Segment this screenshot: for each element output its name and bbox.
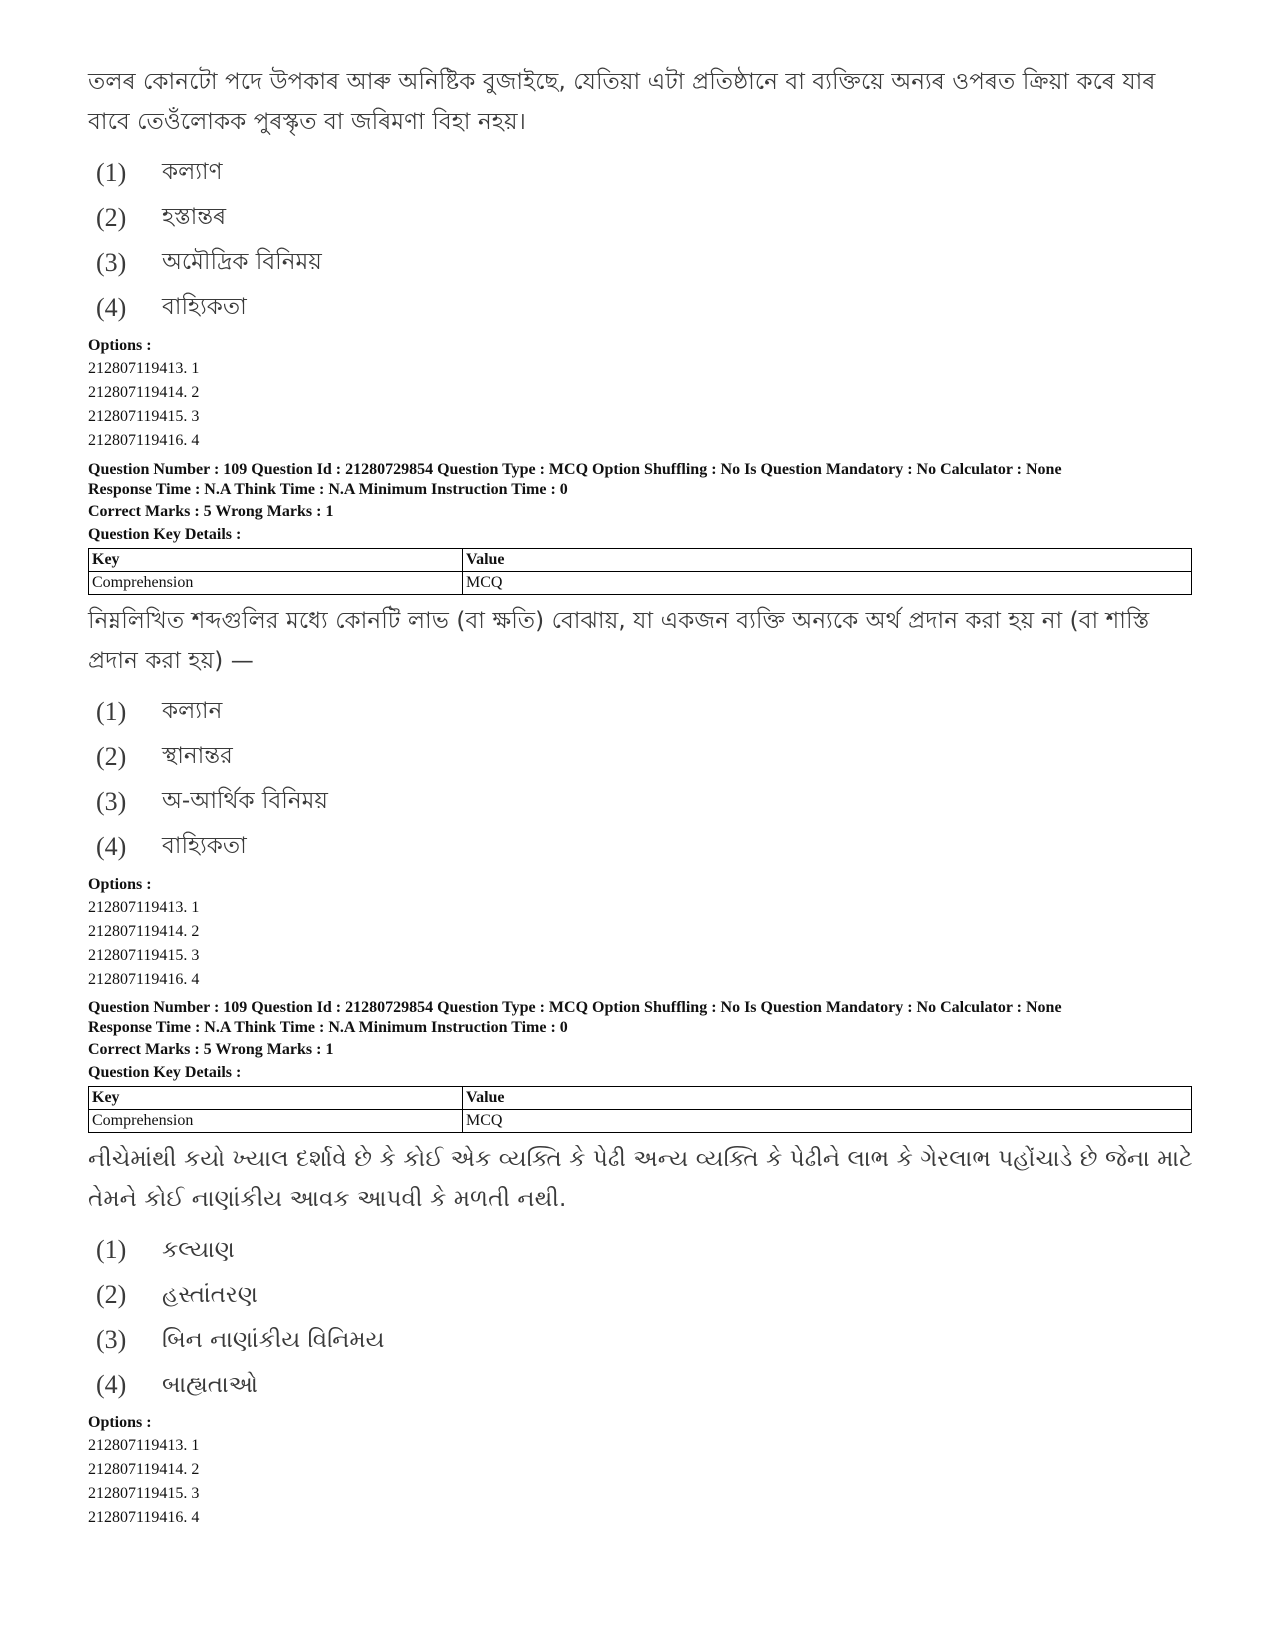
choice-text: কল্যাণ [162,159,223,185]
table-header-value: Value [463,549,1192,572]
option-id-line: 212807119413. 1 [88,360,200,377]
choice-item [88,824,1193,869]
choice-text: বাহ্যিকতা [162,833,247,859]
options-label: Options : [88,1414,152,1431]
option-id-line: 212807119413. 1 [88,1437,200,1454]
choice-number: (1) [96,157,127,187]
option-id-line: 212807119413. 1 [88,899,200,916]
table-header-key: Key [89,1087,463,1110]
choice-text: কল্যান [162,698,223,724]
option-id-line: 212807119416. 4 [88,1509,200,1526]
question-meta-line: Question Number : 109 Question Id : 21280729854 Question Type : MCQ Option Shuffling : No Is Question Mandatory : No Calculator : None [88,461,1062,478]
table-header-value: Value [463,1087,1192,1110]
choice-text: অ-আর্থিক বিনিময় [162,788,328,814]
question-text: তলৰ কোনটো পদে উপকাৰ আৰু অনিষ্টিক বুজাইছে, যেতিয়া এটা প্ৰতিষ্ঠানে বা ব্যক্তিয়ে অন্যৰ ওপৰত ক্ৰিয়া কৰে যাৰ বাবে তেওঁলোকক পুৰস্কৃত বা জৰিমণা বিহা নহয়। [88,69,1156,135]
choice-item [88,1317,1193,1362]
question-block-3 [88,998,1193,1530]
choice-number: (1) [96,696,127,726]
choice-number: (2) [96,1279,127,1309]
key-details-label: Question Key Details : [88,1064,242,1081]
choice-item [88,689,1193,734]
choice-number: (3) [96,247,127,277]
option-id-line: 212807119415. 3 [88,408,200,425]
question-text: নিম্নলিখিত শব্দগুলির মধ্যে কোনটি লাভ (বা ক্ষতি) বোঝায়, যা একজন ব্যক্তি অন্যকে অর্থ প্রদান করা হয় না (বা শাস্তি প্রদান করা হয়) — [88,608,1150,674]
choice-item [88,1362,1193,1407]
choice-text: অমৌদ্ৰিক বিনিময় [162,249,322,275]
choice-item [88,240,1193,285]
choice-number: (1) [96,1234,127,1264]
choice-number: (3) [96,786,127,816]
choice-text: બાહ્યતાઓ [162,1371,258,1398]
choice-item [88,1227,1193,1272]
key-details-table [88,548,1192,595]
choice-text: કલ્યાણ [162,1236,235,1263]
table-cell-value: MCQ [463,1110,1192,1133]
choice-item [88,150,1193,195]
table-cell-key: Comprehension [89,1110,463,1133]
choice-list [88,689,1193,869]
table-header-key: Key [89,549,463,572]
choice-text: হস্তান্তৰ [162,204,227,230]
choice-item [88,1272,1193,1317]
question-meta-line-2: Response Time : N.A Think Time : N.A Minimum Instruction Time : 0 [88,481,568,498]
choice-number: (4) [96,292,127,322]
key-details-label: Question Key Details : [88,526,242,543]
table-header-row [89,1087,1192,1110]
option-id-line: 212807119414. 2 [88,1461,200,1478]
choice-list [88,1227,1193,1407]
choice-item [88,734,1193,779]
option-id-line: 212807119416. 4 [88,971,200,988]
choice-number: (2) [96,202,127,232]
choice-number: (3) [96,1324,127,1354]
option-id-line: 212807119414. 2 [88,384,200,401]
choice-number: (2) [96,741,127,771]
choice-number: (4) [96,1369,127,1399]
choice-item [88,779,1193,824]
marks-line: Correct Marks : 5 Wrong Marks : 1 [88,1041,334,1058]
options-label: Options : [88,337,152,354]
table-cell-value: MCQ [463,572,1192,595]
option-id-line: 212807119416. 4 [88,432,200,449]
choice-item [88,285,1193,330]
table-row [89,1110,1192,1133]
choice-text: હસ્તાંતરણ [162,1281,258,1308]
option-id-line: 212807119414. 2 [88,923,200,940]
option-id-line: 212807119415. 3 [88,1485,200,1502]
choice-text: স্থানান্তর [162,743,233,769]
table-cell-key: Comprehension [89,572,463,595]
choice-text: બિન નાણાંકીય વિનિમય [162,1326,385,1353]
question-block-2 [88,460,1193,992]
key-details-table [88,1086,1192,1133]
question-meta-line-2: Response Time : N.A Think Time : N.A Minimum Instruction Time : 0 [88,1019,568,1036]
choice-number: (4) [96,831,127,861]
marks-line: Correct Marks : 5 Wrong Marks : 1 [88,503,334,520]
options-label: Options : [88,876,152,893]
choice-item [88,195,1193,240]
table-row [89,572,1192,595]
question-block-1 [88,62,1193,453]
table-header-row [89,549,1192,572]
choice-text: বাহ্যিকতা [162,294,247,320]
option-id-line: 212807119415. 3 [88,947,200,964]
choice-list [88,150,1193,330]
question-meta-line: Question Number : 109 Question Id : 21280729854 Question Type : MCQ Option Shuffling : No Is Question Mandatory : No Calculator : None [88,999,1062,1016]
question-text: નીચેમાંથી કયો ખ્યાલ દર્શાવે છે કે કોઈ એક વ્યક્તિ કે પેઢી અન્ય વ્યક્તિ કે પેઢીને લાભ કે ગેરલાભ પહોંચાડે છે જેના માટે તેમને કોઈ નાણાંકીય આવક આપવી કે મળતી નથી. [88,1146,1193,1212]
